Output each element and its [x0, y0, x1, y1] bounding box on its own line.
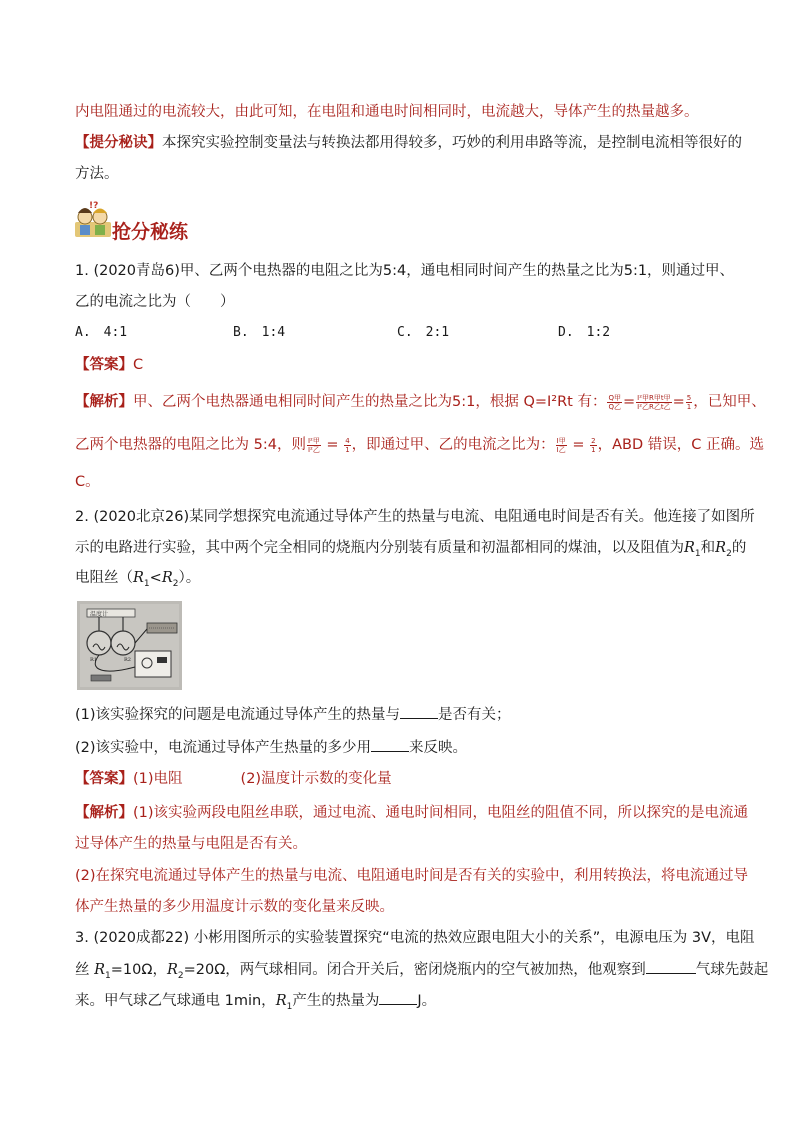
answer-blank[interactable] [400, 704, 438, 719]
intro-line: 内电阻通过的电流较大，由此可知，在电阻和通电时间相同时，电流越大，导体产生的热量越多。 [75, 104, 699, 120]
q1-option-a: A. 4:1 [75, 325, 128, 340]
q1-analysis-tail: ，已知甲、 [693, 394, 766, 410]
tip-line-2: 方法。 [75, 166, 119, 182]
q2-answer: 【答案】(1)电阻 (2)温度计示数的变化量 [75, 771, 392, 787]
q1-fraction-formula: $\frac{\text{I²甲R甲t甲}}{\text{I²乙R乙t乙}}$ [637, 393, 671, 411]
cartoon-kids-icon [74, 200, 112, 238]
q1-fraction-ratio: $\frac{5}{1}$ [686, 393, 692, 411]
q1-option-d: D. 1:2 [558, 325, 611, 340]
answer-blank[interactable] [646, 959, 696, 974]
answer-blank[interactable] [379, 990, 417, 1005]
q1-stem-line-1: 1. (2020青岛6)甲、乙两个电热器的电阻之比为5:4，通电相同时间产生的热量之比为5:1，则通过甲、 [75, 263, 735, 279]
tip-label: 【提分秘诀】 [75, 135, 162, 151]
q1-analysis-line-3: C。 [75, 474, 100, 490]
q1-analysis-line-2: 乙两个电热器的电阻之比为 5:4，则 $\frac{\text{I²甲}}{\text{I²乙}}$ = $\frac{4}{1}$ ，即通过甲、乙的电流之比为： $\frac{\text{I甲}}{\text{I乙}}$ = $\frac{2}{1}$ ，ABD 错误，C 正确。选 [75, 436, 764, 454]
svg-text:!?: !? [89, 201, 99, 211]
q3-stem-line-1: 3. (2020成都22) 小彬用图所示的实验装置探究“电流的热效应跟电阻大小的关系”，电源电压为 3V，电阻 [75, 930, 755, 946]
q1-analysis-label: 【解析】 [75, 394, 133, 410]
q2-stem-line-1: 2. (2020北京26)某同学想探究电流通过导体产生的热量与电流、电阻通电时间是否有关。他连接了如图所 [75, 509, 755, 525]
q3-stem-line-2: 丝 $R_1=10\Omega$，$R_2=20\Omega$，两气球相同。闭合开关后，密闭烧瓶内的空气被加热，他观察到 气球先鼓起 [75, 959, 768, 986]
tip-line [75, 133, 742, 153]
tip-text: 本探究实验控制变量法与转换法都用得较多，巧妙的利用串路等流，是控制电流相等很好的 [162, 135, 742, 151]
q2-stem-line-2: 示的电路进行实验，其中两个完全相同的烧瓶内分别装有质量和初温都相同的煤油，以及阻值为$R_1$和$R_2$的 [75, 540, 747, 559]
q2-stem-line-3: 电阻丝$(R_1<R_2)$。 [75, 570, 201, 589]
q1-stem-line-2: 乙的电流之比为（ ） [75, 294, 235, 310]
q2-analysis-line-2: 过导体产生的热量与电阻是否有关。 [75, 836, 307, 852]
q1-fraction-i: $\frac{\text{I甲}}{\text{I乙}}$ [556, 436, 566, 454]
q1-option-c: C. 2:1 [397, 325, 450, 340]
q1-analysis-text-1: 甲、乙两个电热器通电相同时间产生的热量之比为5:1，根据 Q=I²Rt 有： [133, 394, 607, 410]
q2-subquestion-2: (2)该实验中，电流通过导体产生热量的多少用 来反映。 [75, 737, 467, 758]
svg-text:R1: R1 [90, 657, 97, 663]
circuit-photo [77, 601, 182, 690]
q1-fraction-2-1: $\frac{2}{1}$ [591, 436, 596, 454]
svg-text:R2: R2 [124, 657, 131, 663]
q1-analysis-line-1: 【解析】甲、乙两个电热器通电相同时间产生的热量之比为5:1，根据 Q=I²Rt 有： $\frac{\text{Q甲}}{\text{Q乙}}$ = $\frac{\text{I²甲R甲t甲}}{\text{I²乙R乙t乙}}$ = $\frac{5}{1}$ ，已知甲、 [75, 393, 766, 411]
svg-text:温度计: 温度计 [90, 611, 109, 618]
q2-subquestion-1: (1)该实验探究的问题是电流通过导体产生的热量与 是否有关； [75, 704, 511, 725]
q2-analysis-line-1: 【解析】(1)该实验两段电阻丝串联，通过电流、通电时间相同，电阻丝的阻值不同，所以探究的是电流通 [75, 805, 749, 821]
q1-answer [75, 355, 143, 375]
q1-fraction-i2: $\frac{\text{I²甲}}{\text{I²乙}}$ [307, 436, 320, 454]
q1-fraction-q: $\frac{\text{Q甲}}{\text{Q乙}}$ [608, 393, 621, 411]
q3-stem-line-3: 来。甲气球乙气球通电 1min，$R_1$产生的热量为 J。 [75, 990, 436, 1017]
q2-analysis-line-4: 体产生热量的多少用温度计示数的变化量来反映。 [75, 899, 394, 915]
q1-fraction-4-1: $\frac{4}{1}$ [345, 436, 350, 454]
section-title: 抢分秘练 [112, 221, 189, 243]
q1-answer-value: C [133, 357, 144, 373]
q2-analysis-line-3: (2)在探究电流通过导体产生的热量与电流、电阻通电时间是否有关的实验中，利用转换法，将电流通过导 [75, 868, 749, 884]
q1-answer-label: 【答案】 [75, 357, 133, 373]
q1-option-b: B. 1:4 [233, 325, 286, 340]
answer-blank[interactable] [371, 737, 409, 752]
